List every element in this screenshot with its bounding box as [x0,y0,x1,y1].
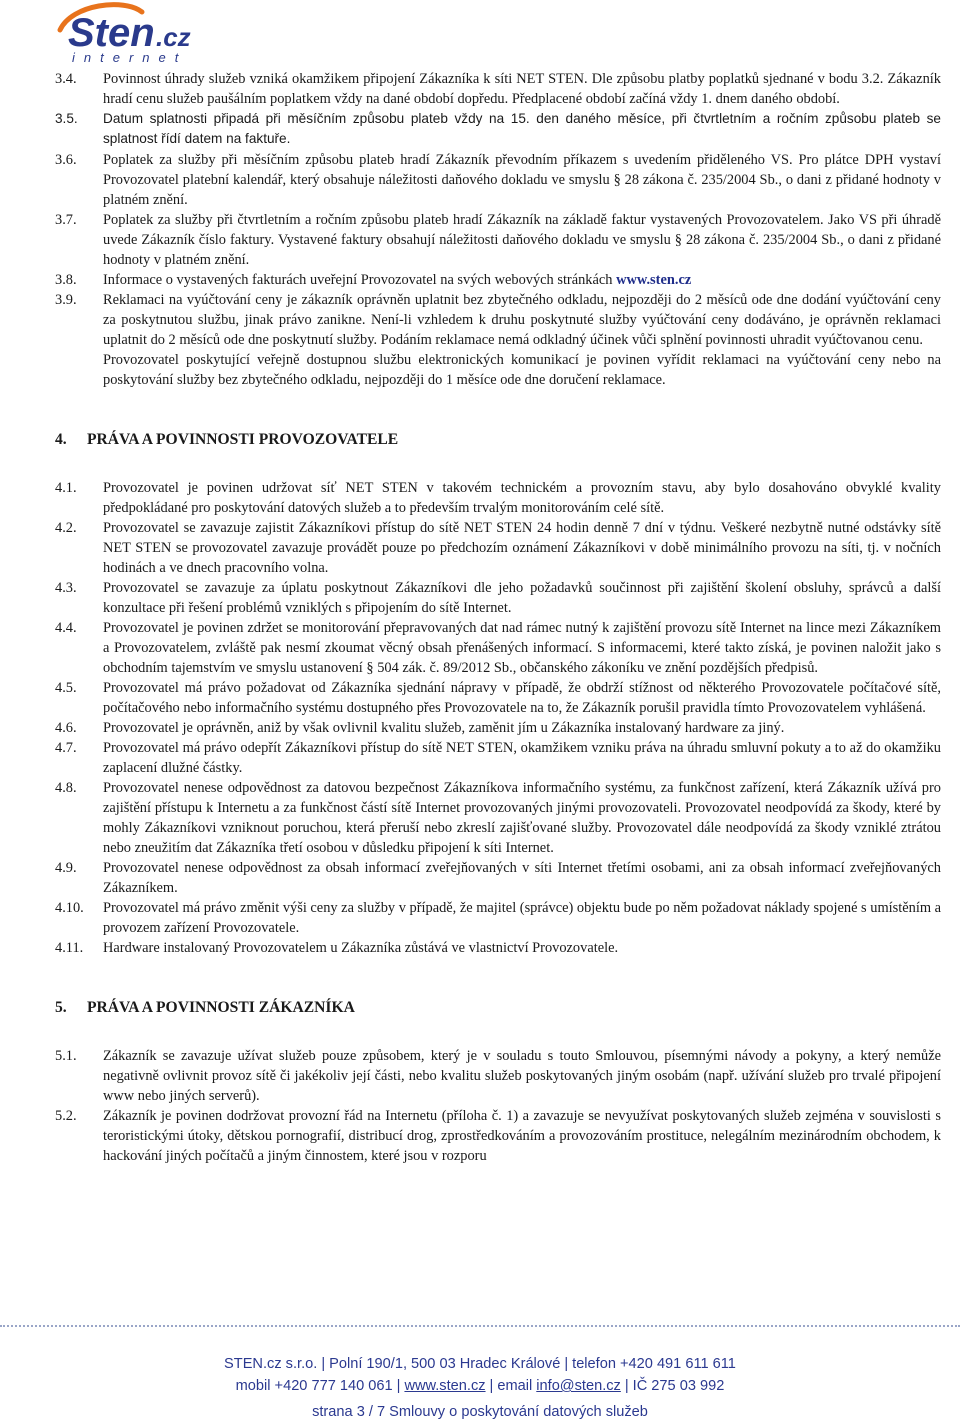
clause-4-2 [55,518,941,578]
clause-text: Provozovatel se zavazuje zajistit Zákazníkovi přístup do sítě NET STEN 24 hodin denně 7 dní v týdnu. Veškeré nezbytně nutné odstávky sítě NET STEN se provozovatel zavazuje provádět pouze po předchozím oznámení Zákazníkovi v době minimálního provozu na síti, tj. v nočních hodinách a ve dnech pracovního volna. [103,520,941,576]
clause-text: Povinnost úhrady služeb vzniká okamžikem připojení Zákazníka k síti NET STEN. Dle způsobu platby poplatků sjednané v bodu 3.2. Zákazník hradí cenu služeb paušálním poplatkem vždy na dané období dopředu. Předplacené období začíná vždy 1. dnem daného období. [103,71,941,107]
clause-number: 4.9. [55,860,77,876]
clause-5-1 [55,1046,941,1106]
clause-text: Provozovatel má právo požadovat od Zákazníka sjednání nápravy v případě, že obdrží stížnost od některého Provozovatele počítačové sítě, počítačového nebo informačního systému dostupného přes Provozovatele na to, že Zákazník porušil pravidla tímto Provozovatelem vyhlášená. [103,680,941,716]
clause-3-9-paragraph: Provozovatel poskytující veřejně dostupnou službu elektronických komunikací je povinen vyřídit reklamaci na vyúčtování ceny nebo na poskytování služby bez zbytečného odkladu, nejpozději do 1 měsíce ode dne doručení reklamace. [103,352,941,388]
clause-number: 4.1. [55,480,77,496]
clause-4-6 [55,718,941,738]
footer-address: Polní 190/1, 500 03 Hradec Králové [329,1356,561,1372]
logo-brand-tld: .cz [156,22,191,52]
clause-4-11 [55,938,941,958]
clause-3-4 [55,69,941,109]
section-title: PRÁVA A POVINNOSTI ZÁKAZNÍKA [87,999,355,1016]
section-number: 5. [55,999,67,1016]
clause-text: Provozovatel má právo změnit výši ceny za služby v případě, že majitel (správce) objektu bude po něm požadovat náklady spojené s umístěním a provozem zařízení Provozovatele. [103,900,941,936]
clause-3-5 [55,109,941,149]
section-4-heading [55,430,941,450]
clause-text: Provozovatel nenese odpovědnost za datovou bezpečnost Zákazníkova informačního systému, za funkčnost zařízení, která Zákazník užívá pro zajištění přístupu k Internetu a za funkčnost částí sítě Internet provozovaných jinými provozovateli. Provozovatel neodpovídá za škody, které by mohly Zákazníkovi vzniknout poruchou, která přeruší nebo zkreslí zajišťované služby. Provozovatel dále neodpovídá za škody vzniklé ztrátou nebo zneužitím dat Zákazníka třetí osobou v důsledku připojení k síti Internet. [103,780,941,856]
clause-4-3 [55,578,941,618]
clause-number: 4.4. [55,620,77,636]
section-number: 4. [55,431,67,448]
footer-mobile: mobil +420 777 140 061 [235,1378,393,1394]
footer-line-1: STEN.cz s.r.o. | Polní 190/1, 500 03 Hradec Králové | telefon +420 491 611 611 [224,1356,736,1372]
clause-number: 3.9. [55,292,77,308]
clause-number: 4.6. [55,720,77,736]
clause-text: Datum splatnosti připadá při měsíčním způsobu plateb vždy na 15. den daného měsíce, při čtvrtletním a ročním způsobu plateb se splatnost řídí datem na faktuře. [103,111,941,146]
footer-line-2: mobil +420 777 140 061 | www.sten.cz | email info@sten.cz | IČ 275 03 992 [235,1378,725,1394]
clause-4-9 [55,858,941,898]
clause-number: 5.2. [55,1108,77,1124]
clause-text: Poplatek za služby při čtvrtletním a ročním způsobu plateb hradí Zákazník na základě faktur vystavených Provozovatelem. Jako VS při úhradě uvede Zákazník číslo faktury. Vystavené faktury obsahují náležitosti daňového dokladu ve smyslu § 28 zákona č. 235/2004 Sb., o dani z přidané hodnoty v platném znění. [103,212,941,268]
clause-4-1 [55,478,941,518]
footer-divider [0,1325,960,1327]
clause-5-2 [55,1106,941,1166]
clause-3-7 [55,210,941,270]
clause-number: 4.11. [55,940,84,956]
clause-number: 4.2. [55,520,77,536]
clause-4-7 [55,738,941,778]
clause-4-10 [55,898,941,938]
clause-text: Hardware instalovaný Provozovatelem u Zákazníka zůstává ve vlastnictví Provozovatele. [103,940,619,956]
clause-4-4 [55,618,941,678]
clause-text: Zákazník se zavazuje užívat služeb pouze způsobem, který je v souladu s touto Smlouvou, písemnými návody a pokyny, a který nemůže negativně ovlivnit provoz sítě či jakékoliv její části, nebo kvalitu služeb poskytovaných jiným osobám (např. užívání služeb pro trvalé připojení www nebo jiných serverů). [103,1048,941,1104]
footer-email-label: email [497,1378,537,1394]
clause-text: Provozovatel je oprávněn, aniž by však ovlivnil kvalitu služeb, zaměnit jím u Zákazníka instalovaný hardware za jiný. [103,720,785,736]
clause-text: Informace o vystavených fakturách uveřejní Provozovatel na svých webových stránkách [103,272,617,288]
footer-page-info: strana 3 / 7 Smlouvy o poskytování datových služeb [312,1404,648,1420]
clause-number: 4.10. [55,900,84,916]
clause-number: 3.7. [55,212,77,228]
clause-text: Provozovatel se zavazuje za úplatu poskytnout Zákazníkovi dle jeho požadavků součinnost při zajištění školení obsluhy, správců a další konzultace při řešení problémů vzniklých s připojením do sítě Internet. [103,580,941,616]
clause-number: 3.8. [55,272,77,288]
clause-number: 4.8. [55,780,77,796]
section-title: PRÁVA A POVINNOSTI PROVOZOVATELE [87,431,399,448]
footer-ico: IČ 275 03 992 [632,1378,725,1394]
clause-number: 4.5. [55,680,77,696]
clause-4-8 [55,778,941,858]
clause-3-9 [55,290,941,350]
footer-email-link[interactable]: info@sten.cz [536,1378,621,1394]
clause-3-6 [55,150,941,210]
clause-text: Provozovatel je povinen udržovat síť NET STEN v takovém technickém a provozním stavu, aby bylo dosahováno obvyklé kvality předpokládané pro poskytování datových služeb a to především trvalým monitorováním celé sítě. [103,480,941,516]
clause-text: Provozovatel nenese odpovědnost za obsah informací zveřejňovaných v síti Internet třetími osobami, ani za obsah informací zveřejňovaných Zákazníkem. [103,860,941,896]
clause-number: 3.4. [55,71,77,87]
clause-text: Provozovatel je povinen zdržet se monitorování přepravovaných dat nad rámec nutný k zajištění provozu sítě Internet na lince mezi Zákazníkem a Provozovatelem, zvláště pak nesmí zkoumat věcný obsah přenášených informací. S informacemi, které takto získá, je povinen naložit jako s obchodním tajemstvím ve smyslu ustanovení § 504 zák. č. 89/2012 Sb., občanského zákoníku ve znění pozdějších předpisů. [103,620,941,676]
section-5-heading [55,998,941,1018]
clause-text: Poplatek za služby při měsíčním způsobu plateb hradí Zákazník převodním příkazem s uvedením přiděleného VS. Pro plátce DPH vystaví Provozovatel platební kalendář, který obsahuje náležitosti daňového dokladu ve smyslu § 28 zákona č. 235/2004 Sb., o dani z přidané hodnoty v platném znění. [103,152,941,208]
clause-number: 4.3. [55,580,77,596]
website-link[interactable]: www.sten.cz [616,272,692,288]
page-footer [0,1353,960,1423]
clause-3-8 [55,270,941,290]
logo-swoosh-icon [54,2,214,64]
footer-phone: telefon +420 491 611 611 [572,1356,736,1372]
logo-tagline: internet [72,50,188,64]
clause-4-5 [55,678,941,718]
sten-logo [54,2,214,64]
footer-company: STEN.cz s.r.o. [224,1356,318,1372]
clause-number: 3.6. [55,152,77,168]
document-body [55,69,941,1166]
clause-number: 5.1. [55,1048,77,1064]
clause-number: 3.5. [55,111,78,126]
logo-brand-main: Sten [68,11,155,55]
clause-text: Provozovatel má právo odepřít Zákazníkovi přístup do sítě NET STEN, okamžikem vzniku práva na úhradu smluvní pokuty a to až do okamžiku zaplacení dlužné částky. [103,740,941,776]
clause-number: 4.7. [55,740,77,756]
clause-text: Zákazník je povinen dodržovat provozní řád na Internetu (příloha č. 1) a zavazuje se nevyužívat poskytovaných služeb zejména v souvislosti s teroristickými útoky, dětskou pornografií, distribucí drog, zprostředkováním a provozováním prostituce, nelegálním mezinárodním obchodem, k hackování jiných počítačů a jiným činnostem, které jsou v rozporu [103,1108,941,1164]
clause-text: Reklamaci na vyúčtování ceny je zákazník oprávněn uplatnit bez zbytečného odkladu, nejpozději do 2 měsíců ode dne dodání vyúčtování ceny za poskytnutou službu, jinak právo zanikne. Není-li vzhledem k druhu poskytnuté služby vyúčtování ceny dodáváno, je oprávněn reklamaci uplatnit do 2 měsíců ode dne poskytnutí služby. Podáním reklamace nemá odkladný účinek vůči splnění povinnosti uhradit vyúčtovanou cenu. [103,292,941,348]
footer-web-link[interactable]: www.sten.cz [404,1378,486,1394]
